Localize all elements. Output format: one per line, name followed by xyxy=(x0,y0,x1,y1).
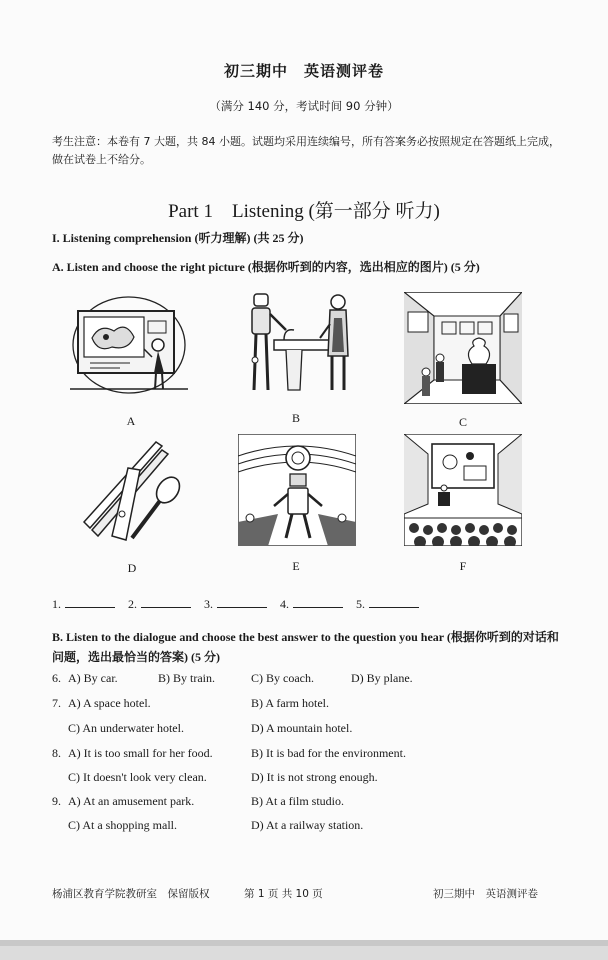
answer-blanks xyxy=(52,597,429,612)
picture-a xyxy=(70,293,188,405)
question-number: 8. xyxy=(52,746,61,760)
option-b[interactable]: B) It is bad for the environment. xyxy=(251,746,406,760)
exam-notice xyxy=(52,133,562,169)
section-a-heading: A. Listen and choose the right picture (根据你听到的内容，选出相应的图片) (5 分) xyxy=(52,260,480,274)
notice-label: 考生注意： xyxy=(52,135,107,148)
picture-d xyxy=(82,438,200,550)
classroom-board-icon xyxy=(70,293,188,405)
score-time-info: （满分 140 分，考试时间 90 分钟） xyxy=(209,99,399,113)
picture-c xyxy=(404,292,522,404)
option-d[interactable]: D) A mountain hotel. xyxy=(251,721,353,735)
chopsticks-spoon-icon xyxy=(82,438,200,550)
blank-number: 4. xyxy=(280,597,289,611)
picture-label-f: F xyxy=(459,559,467,573)
option-b[interactable]: B) At a film studio. xyxy=(251,794,344,808)
answer-blank-1[interactable] xyxy=(52,597,115,612)
picture-label-b: B xyxy=(291,411,300,425)
section-heading: I. Listening comprehension (听力理解) (共 25 分) xyxy=(52,231,304,245)
option-d[interactable]: D) By plane. xyxy=(351,671,413,685)
blank-number: 2. xyxy=(128,597,137,611)
notice-text: 本卷有 7 大题，共 84 小题。试题均采用连续编号，所有答案务必按照规定在答题纸上完成，做在试卷上不给分。 xyxy=(52,135,560,166)
option-b[interactable]: B) A farm hotel. xyxy=(251,696,329,710)
robot-stage-icon xyxy=(238,434,356,546)
option-d[interactable]: D) It is not strong enough. xyxy=(251,770,378,784)
blank-number: 1. xyxy=(52,597,61,611)
option-a[interactable]: A) At an amusement park. xyxy=(68,794,195,808)
page-title: 初三期中 英语测评卷 xyxy=(223,62,384,80)
option-a[interactable]: A) It is too small for her food. xyxy=(68,746,213,760)
picture-label-e: E xyxy=(292,559,300,573)
blank-number: 3. xyxy=(204,597,213,611)
museum-icon xyxy=(404,292,522,404)
question-number: 9. xyxy=(52,794,61,808)
answer-blank-2[interactable] xyxy=(128,597,191,612)
lecture-hall-icon xyxy=(404,434,522,546)
option-c[interactable]: C) By coach. xyxy=(251,671,314,685)
answer-blank-5[interactable] xyxy=(356,597,419,612)
option-c[interactable]: C) It doesn't look very clean. xyxy=(68,770,207,784)
part-title: Part 1 Listening (第一部分 听力) xyxy=(168,201,440,222)
option-b[interactable]: B) By train. xyxy=(158,671,215,685)
blank-number: 5. xyxy=(356,597,365,611)
question-number: 6. xyxy=(52,671,61,685)
footer-page-number: 第 1 页 共 10 页 xyxy=(244,888,323,900)
footer-copyright: 杨浦区教育学院教研室 保留版权 xyxy=(52,888,210,900)
scan-edge xyxy=(0,940,608,960)
picture-label-a: A xyxy=(126,414,136,428)
answer-blank-3[interactable] xyxy=(204,597,267,612)
footer-exam-title: 初三期中 英语测评卷 xyxy=(433,888,538,900)
question-number: 7. xyxy=(52,696,61,710)
picture-f xyxy=(404,434,522,546)
picture-b xyxy=(238,290,356,402)
option-a[interactable]: A) By car. xyxy=(68,671,118,685)
answer-blank-4[interactable] xyxy=(280,597,343,612)
picture-label-d: D xyxy=(127,561,137,575)
option-c[interactable]: C) At a shopping mall. xyxy=(68,818,177,832)
option-d[interactable]: D) At a railway station. xyxy=(251,818,364,832)
option-a[interactable]: A) A space hotel. xyxy=(68,696,151,710)
picture-label-c: C xyxy=(458,415,467,429)
section-b-heading: B. Listen to the dialogue and choose the best answer to the question you hear (根据你听到的对话和问题，选出最恰当的答案) (5 分) xyxy=(52,630,559,664)
robot-kitchen-icon xyxy=(238,290,356,402)
option-c[interactable]: C) An underwater hotel. xyxy=(68,721,184,735)
picture-e xyxy=(238,434,356,546)
